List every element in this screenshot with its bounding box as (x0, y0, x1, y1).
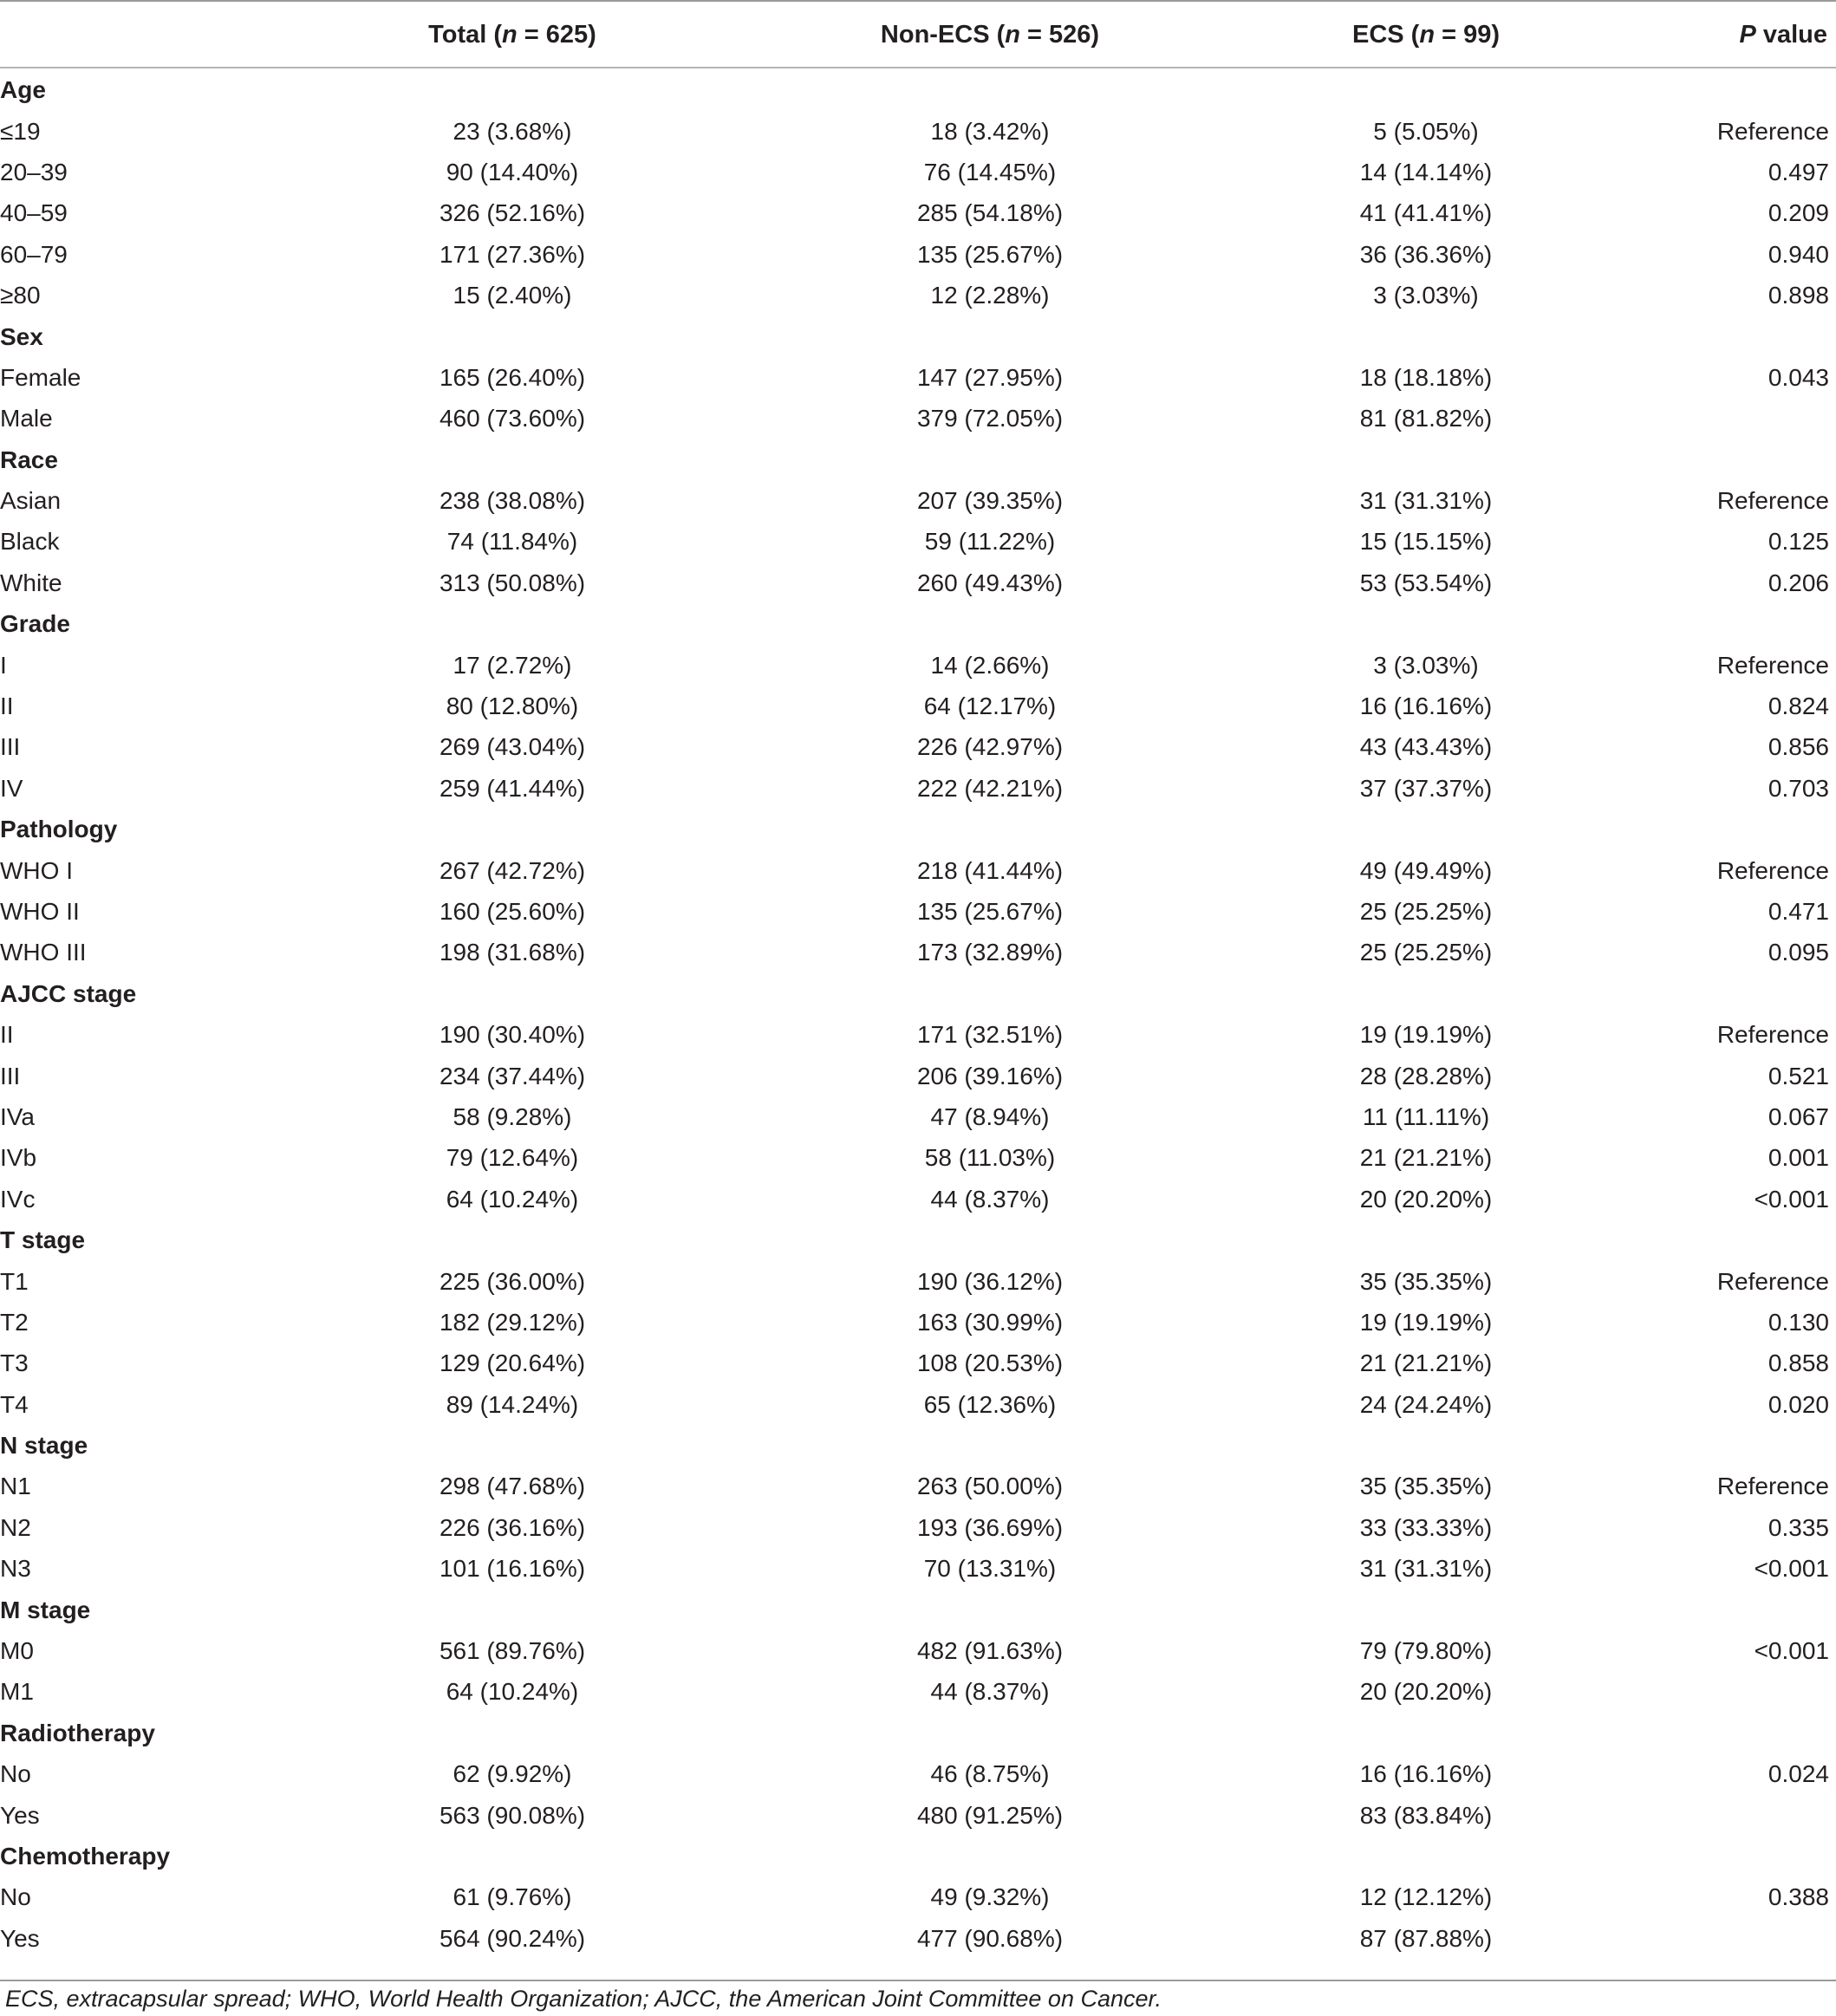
header-p-value (1550, 0, 1829, 69)
cell-total: 226 (36.16%) (439, 1513, 586, 1541)
cell-non-ecs: 70 (13.31%) (923, 1555, 1057, 1583)
group-label: Race (0, 445, 58, 473)
header-ecs (1302, 0, 1550, 69)
cell-ecs: 35 (35.35%) (1359, 1473, 1493, 1500)
table-row (0, 849, 1829, 890)
cell-ecs: 25 (25.25%) (1359, 898, 1493, 925)
cell-non-ecs: 193 (36.69%) (916, 1513, 1064, 1541)
cell-non-ecs: 222 (42.21%) (916, 774, 1064, 802)
row-label: Female (0, 363, 81, 391)
row-label: II (0, 693, 14, 720)
table-row (0, 932, 1829, 972)
row-label: III (0, 733, 21, 761)
cell-total: 326 (52.16%) (439, 199, 586, 227)
cell-total: 269 (43.04%) (439, 733, 586, 761)
cell-total: 563 (90.08%) (439, 1801, 586, 1829)
cell-total: 129 (20.64%) (439, 1349, 586, 1377)
cell-non-ecs: 44 (8.37%) (930, 1185, 1050, 1213)
cell-p-value: 0.521 (1768, 1062, 1829, 1089)
cell-p-value: Reference (1716, 487, 1829, 515)
table-row (0, 1794, 1829, 1835)
cell-total: 225 (36.00%) (439, 1267, 586, 1295)
cell-ecs: 49 (49.49%) (1359, 856, 1493, 884)
cell-p-value: 0.024 (1768, 1760, 1829, 1788)
row-label: N3 (0, 1555, 31, 1583)
cell-total: 460 (73.60%) (439, 405, 586, 432)
group-label: T stage (0, 1226, 86, 1254)
row-label: ≥80 (0, 282, 41, 309)
header-total (347, 0, 678, 69)
cell-ecs: 31 (31.31%) (1359, 1555, 1493, 1583)
row-label: T4 (0, 1390, 29, 1418)
cell-total: 101 (16.16%) (439, 1555, 586, 1583)
table-row (0, 1876, 1829, 1917)
cell-p-value: 0.858 (1768, 1349, 1829, 1377)
cell-ecs: 12 (12.12%) (1359, 1883, 1493, 1911)
cell-p-value: Reference (1716, 856, 1829, 884)
header-non-ecs-suffix: = 526) (1020, 21, 1100, 49)
group-row (0, 1836, 1829, 1876)
cell-non-ecs: 263 (50.00%) (916, 1473, 1064, 1500)
group-label: Chemotherapy (0, 1842, 171, 1870)
table-row (0, 1302, 1829, 1343)
cell-non-ecs: 477 (90.68%) (916, 1924, 1064, 1952)
cell-p-value: <0.001 (1754, 1555, 1829, 1583)
cell-total: 23 (3.68%) (452, 117, 572, 145)
row-label: T3 (0, 1349, 29, 1377)
table-row (0, 1343, 1829, 1383)
group-row (0, 973, 1829, 1014)
cell-total: 90 (14.40%) (446, 158, 579, 185)
group-row (0, 69, 1829, 110)
header-ecs-suffix: = 99) (1435, 21, 1501, 49)
cell-p-value (1550, 1794, 1829, 1835)
cell-ecs: 19 (19.19%) (1359, 1308, 1493, 1336)
table-body (0, 69, 1829, 1959)
row-label: WHO II (0, 898, 80, 925)
cell-ecs: 11 (11.11%) (1362, 1102, 1490, 1130)
table-row (0, 521, 1829, 562)
row-label: N1 (0, 1473, 31, 1500)
cell-non-ecs: 260 (49.43%) (916, 569, 1064, 596)
cell-p-value: 0.067 (1768, 1102, 1829, 1130)
group-label: Sex (0, 322, 43, 350)
cell-ecs: 15 (15.15%) (1359, 528, 1493, 556)
table-row (0, 891, 1829, 932)
row-label: 40–59 (0, 199, 68, 227)
table-row (0, 1630, 1829, 1671)
cell-ecs: 3 (3.03%) (1373, 282, 1479, 309)
cell-total: 58 (9.28%) (452, 1102, 572, 1130)
cell-non-ecs: 47 (8.94%) (930, 1102, 1050, 1130)
group-label: Pathology (0, 816, 118, 843)
cell-ecs: 41 (41.41%) (1359, 199, 1493, 227)
cell-non-ecs: 135 (25.67%) (916, 898, 1064, 925)
cell-p-value: 0.471 (1768, 898, 1829, 925)
cell-p-value: 0.824 (1768, 693, 1829, 720)
table-row (0, 357, 1829, 398)
cell-ecs: 28 (28.28%) (1359, 1062, 1493, 1089)
row-label: IV (0, 774, 23, 802)
cell-total: 564 (90.24%) (439, 1924, 586, 1952)
cell-total: 561 (89.76%) (439, 1637, 586, 1665)
cell-p-value: Reference (1716, 651, 1829, 679)
cell-non-ecs: 64 (12.17%) (923, 693, 1057, 720)
footnote: ECS, extracapsular spread; WHO, World Health Organization; AJCC, the American Joint Committee on Cancer. (5, 1986, 1162, 2012)
row-label: 60–79 (0, 240, 68, 268)
group-label: Grade (0, 610, 70, 638)
row-label: Asian (0, 487, 62, 515)
cell-p-value: 0.001 (1768, 1144, 1829, 1172)
cell-total: 171 (27.36%) (439, 240, 586, 268)
row-label: III (0, 1062, 21, 1089)
table-row (0, 192, 1829, 233)
row-label: N2 (0, 1513, 31, 1541)
cell-total: 267 (42.72%) (439, 856, 586, 884)
cell-total: 89 (14.24%) (446, 1390, 579, 1418)
cell-p-value: Reference (1716, 1473, 1829, 1500)
cell-p-value (1550, 1918, 1829, 1959)
header-label (0, 0, 347, 69)
cell-ecs: 81 (81.82%) (1359, 405, 1493, 432)
group-label: AJCC stage (0, 979, 137, 1007)
table-row (0, 398, 1829, 439)
cell-non-ecs: 207 (39.35%) (916, 487, 1064, 515)
cell-ecs: 3 (3.03%) (1373, 651, 1479, 679)
cell-ecs: 19 (19.19%) (1359, 1021, 1493, 1049)
row-label: WHO III (0, 939, 87, 966)
cell-non-ecs: 12 (2.28%) (930, 282, 1050, 309)
header-ecs-n: n (1419, 21, 1436, 49)
cell-p-value: 0.388 (1768, 1883, 1829, 1911)
row-label: No (0, 1883, 31, 1911)
group-label: Age (0, 76, 46, 104)
header-total-n: n (502, 21, 518, 49)
cell-total: 190 (30.40%) (439, 1021, 586, 1049)
table-row (0, 1466, 1829, 1506)
group-row (0, 1713, 1829, 1753)
row-label: IVb (0, 1144, 37, 1172)
cell-total: 62 (9.92%) (452, 1760, 572, 1788)
cell-non-ecs: 218 (41.44%) (916, 856, 1064, 884)
cell-p-value: Reference (1716, 117, 1829, 145)
cell-ecs: 18 (18.18%) (1359, 363, 1493, 391)
cell-non-ecs: 58 (11.03%) (924, 1144, 1056, 1172)
cell-total: 165 (26.40%) (439, 363, 586, 391)
cell-ecs: 25 (25.25%) (1359, 939, 1493, 966)
table-row (0, 275, 1829, 315)
cell-non-ecs: 59 (11.22%) (924, 528, 1056, 556)
cell-non-ecs: 147 (27.95%) (916, 363, 1064, 391)
cell-ecs: 31 (31.31%) (1359, 487, 1493, 515)
cell-total: 182 (29.12%) (439, 1308, 586, 1336)
table-row (0, 1753, 1829, 1794)
cell-non-ecs: 206 (39.16%) (916, 1062, 1064, 1089)
cell-non-ecs: 226 (42.97%) (916, 733, 1064, 761)
row-label: II (0, 1021, 14, 1049)
row-label: IVc (0, 1185, 36, 1213)
row-label: No (0, 1760, 31, 1788)
cell-total: 80 (12.80%) (446, 693, 579, 720)
table-header (0, 0, 1829, 69)
row-label: Yes (0, 1924, 40, 1952)
cell-non-ecs: 76 (14.45%) (923, 158, 1057, 185)
header-non-ecs-prefix: Non-ECS ( (880, 21, 1006, 49)
group-label: Radiotherapy (0, 1719, 155, 1746)
cell-ecs: 37 (37.37%) (1359, 774, 1493, 802)
row-label: IVa (0, 1102, 35, 1130)
table-row (0, 1014, 1829, 1055)
cell-ecs: 21 (21.21%) (1359, 1349, 1493, 1377)
cell-ecs: 53 (53.54%) (1359, 569, 1493, 596)
cell-total: 74 (11.84%) (446, 528, 578, 556)
table-row (0, 1055, 1829, 1096)
group-label: M stage (0, 1596, 91, 1623)
cell-ecs: 16 (16.16%) (1359, 1760, 1493, 1788)
cell-non-ecs: 46 (8.75%) (930, 1760, 1050, 1788)
cell-p-value: 0.125 (1768, 528, 1829, 556)
cell-total: 198 (31.68%) (439, 939, 586, 966)
row-label: T1 (0, 1267, 29, 1295)
table-row (0, 1384, 1829, 1425)
cell-ecs: 20 (20.20%) (1359, 1678, 1493, 1706)
group-row (0, 809, 1829, 849)
header-ecs-prefix: ECS ( (1351, 21, 1420, 49)
cell-total: 79 (12.64%) (446, 1144, 579, 1172)
cell-ecs: 36 (36.36%) (1359, 240, 1493, 268)
cell-ecs: 5 (5.05%) (1373, 117, 1479, 145)
cell-total: 64 (10.24%) (446, 1185, 579, 1213)
cell-total: 17 (2.72%) (452, 651, 572, 679)
header-p-suffix: value (1755, 21, 1827, 49)
cell-p-value: 0.497 (1768, 158, 1829, 185)
header-total-prefix: Total ( (428, 21, 503, 49)
cell-total: 298 (47.68%) (439, 1473, 586, 1500)
cell-p-value: 0.898 (1768, 282, 1829, 309)
cell-non-ecs: 285 (54.18%) (916, 199, 1064, 227)
cell-p-value: <0.001 (1754, 1637, 1829, 1665)
table-row (0, 152, 1829, 192)
cell-ecs: 79 (79.80%) (1359, 1637, 1493, 1665)
cell-p-value: Reference (1716, 1021, 1829, 1049)
row-label: White (0, 569, 62, 596)
cell-p-value (1550, 1671, 1829, 1712)
group-row (0, 603, 1829, 644)
cell-p-value: 0.940 (1768, 240, 1829, 268)
header-non-ecs (678, 0, 1302, 69)
cell-total: 160 (25.60%) (439, 898, 586, 925)
row-label: Male (0, 405, 53, 432)
table-row (0, 1671, 1829, 1712)
cell-p-value: 0.209 (1768, 199, 1829, 227)
cell-total: 15 (2.40%) (452, 282, 572, 309)
cell-ecs: 33 (33.33%) (1359, 1513, 1493, 1541)
row-label: M1 (0, 1678, 34, 1706)
table-row (0, 1548, 1829, 1589)
cell-non-ecs: 173 (32.89%) (916, 939, 1064, 966)
table-row (0, 1507, 1829, 1548)
cell-non-ecs: 18 (3.42%) (930, 117, 1050, 145)
cell-non-ecs: 65 (12.36%) (923, 1390, 1057, 1418)
group-row (0, 1425, 1829, 1466)
table-row (0, 768, 1829, 809)
cell-non-ecs: 190 (36.12%) (916, 1267, 1064, 1295)
cell-non-ecs: 135 (25.67%) (916, 240, 1064, 268)
cell-ecs: 87 (87.88%) (1359, 1924, 1493, 1952)
cell-ecs: 83 (83.84%) (1359, 1801, 1493, 1829)
row-label: Black (0, 528, 60, 556)
cell-total: 64 (10.24%) (446, 1678, 579, 1706)
cell-non-ecs: 108 (20.53%) (916, 1349, 1064, 1377)
cell-non-ecs: 163 (30.99%) (916, 1308, 1064, 1336)
cell-ecs: 43 (43.43%) (1359, 733, 1493, 761)
cell-p-value: 0.043 (1768, 363, 1829, 391)
group-label: N stage (0, 1432, 88, 1460)
cell-p-value: 0.095 (1768, 939, 1829, 966)
table-row (0, 1179, 1829, 1219)
cell-total: 238 (38.08%) (439, 487, 586, 515)
cell-total: 61 (9.76%) (452, 1883, 572, 1911)
table-row (0, 1137, 1829, 1178)
row-label: M0 (0, 1637, 34, 1665)
table-row (0, 686, 1829, 726)
cell-total: 313 (50.08%) (439, 569, 586, 596)
cell-p-value: <0.001 (1754, 1185, 1829, 1213)
cell-ecs: 14 (14.14%) (1359, 158, 1493, 185)
table-row (0, 110, 1829, 151)
row-label: ≤19 (0, 117, 41, 145)
table-row (0, 1918, 1829, 1959)
cell-p-value: 0.206 (1768, 569, 1829, 596)
cell-p-value: 0.020 (1768, 1390, 1829, 1418)
header-row (0, 0, 1829, 69)
cell-non-ecs: 44 (8.37%) (930, 1678, 1050, 1706)
cell-p-value: 0.703 (1768, 774, 1829, 802)
cell-non-ecs: 482 (91.63%) (916, 1637, 1064, 1665)
cell-non-ecs: 14 (2.66%) (930, 651, 1050, 679)
cell-p-value: 0.335 (1768, 1513, 1829, 1541)
row-label: 20–39 (0, 158, 68, 185)
cell-total: 259 (41.44%) (439, 774, 586, 802)
group-row (0, 1589, 1829, 1629)
cell-ecs: 24 (24.24%) (1359, 1390, 1493, 1418)
cell-ecs: 20 (20.20%) (1359, 1185, 1493, 1213)
table-row (0, 1096, 1829, 1137)
header-non-ecs-n: n (1005, 21, 1020, 49)
cell-non-ecs: 171 (32.51%) (916, 1021, 1064, 1049)
cell-p-value: 0.130 (1768, 1308, 1829, 1336)
row-label: I (0, 651, 7, 679)
group-row (0, 1219, 1829, 1260)
header-p-var: P (1739, 21, 1756, 49)
group-row (0, 315, 1829, 356)
cell-ecs: 35 (35.35%) (1359, 1267, 1493, 1295)
table-row (0, 234, 1829, 275)
table-row (0, 644, 1829, 685)
cell-non-ecs: 480 (91.25%) (916, 1801, 1064, 1829)
row-label: T2 (0, 1308, 29, 1336)
group-row (0, 439, 1829, 480)
cell-non-ecs: 379 (72.05%) (916, 405, 1064, 432)
cell-p-value: Reference (1716, 1267, 1829, 1295)
cell-p-value: 0.856 (1768, 733, 1829, 761)
table-row (0, 1260, 1829, 1301)
cell-total: 234 (37.44%) (439, 1062, 586, 1089)
table-row (0, 563, 1829, 603)
cell-p-value (1550, 398, 1829, 439)
cell-non-ecs: 49 (9.32%) (930, 1883, 1050, 1911)
cell-ecs: 21 (21.21%) (1359, 1144, 1493, 1172)
table-row (0, 726, 1829, 767)
row-label: Yes (0, 1801, 40, 1829)
row-label: WHO I (0, 856, 73, 884)
cell-ecs: 16 (16.16%) (1359, 693, 1493, 720)
table-row (0, 480, 1829, 521)
header-total-suffix: = 625) (517, 21, 596, 49)
